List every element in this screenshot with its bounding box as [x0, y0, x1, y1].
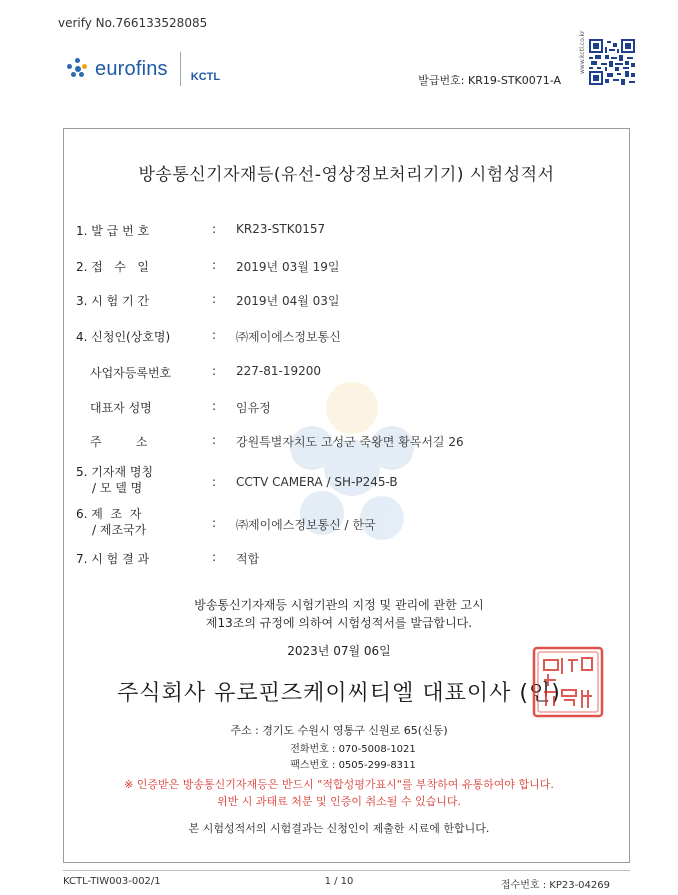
field-label: 대표자 성명: [90, 401, 152, 415]
field-colon: :: [212, 550, 217, 564]
field-value: ㈜제이에스정보통신 / 한국: [236, 518, 376, 532]
company-fax: 팩스번호 : 0505-299-8311: [290, 760, 416, 771]
field-label: 2. 접 수 일: [76, 260, 149, 274]
footer-divider: [63, 870, 630, 871]
field-value: 2019년 03월 19일: [236, 260, 340, 274]
company-address: 주소 : 경기도 수원시 영통구 신원로 65(신동): [230, 724, 448, 737]
field-value: 2019년 04월 03일: [236, 294, 340, 308]
notice-line-2: 제13조의 규정에 의하여 시험성적서를 발급합니다.: [205, 616, 473, 630]
field-label: 주 소: [90, 435, 148, 449]
footer-receipt-number: 접수번호 : KP23-04269: [500, 880, 610, 891]
field-value: ㈜제이에스정보통신: [236, 330, 341, 344]
field-value: 적합: [236, 552, 260, 566]
field-label: 7. 시 험 결 과: [76, 552, 150, 566]
field-label: 사업자등록번호: [90, 366, 172, 380]
company-phone: 전화번호 : 070-5008-1021: [290, 744, 416, 755]
qr-side-text: www.kctl.co.kr: [579, 30, 586, 75]
field-label: 5. 기자재 명칭: [76, 465, 154, 479]
field-colon: :: [212, 475, 217, 489]
field-value: 임유정: [236, 401, 271, 415]
issue-date: 2023년 07월 06일: [287, 644, 391, 658]
qr-code-icon: [589, 39, 635, 85]
field-colon: :: [212, 222, 217, 236]
field-colon: :: [212, 516, 217, 530]
field-label-secondary: / 제조국가: [92, 523, 147, 537]
company-signature: 주식회사 유로핀즈케이씨티엘 대표이사 (인): [117, 681, 561, 706]
logo-divider: [180, 52, 181, 86]
footer-page-number: 1 / 10: [324, 876, 354, 887]
warning-line-2: 위반 시 과태료 처분 및 인증이 취소될 수 있습니다.: [217, 795, 461, 808]
field-label: 4. 신청인(상호명): [76, 330, 171, 344]
field-value: 강원특별자치도 고성군 죽왕면 황목서길 26: [236, 435, 464, 449]
issue-number: 발급번호: KR19-STK0071-A: [418, 74, 561, 87]
qr-code[interactable]: [579, 19, 637, 86]
field-label: 3. 시 험 기 간: [76, 294, 150, 308]
footer-form-code: KCTL-TIW003-002/1: [63, 876, 161, 887]
company-seal-stamp: [532, 646, 604, 718]
verify-number: verify No.766133528085: [58, 16, 208, 30]
field-colon: :: [212, 433, 217, 447]
logo-sub: KCTL: [190, 71, 221, 83]
disclaimer: 본 시험성적서의 시험결과는 신청인이 제출한 시료에 한합니다.: [188, 822, 490, 835]
eurofins-dots-icon: [67, 58, 89, 80]
field-colon: :: [212, 258, 217, 272]
eurofins-logo: [67, 52, 220, 86]
field-value: 227-81-19200: [236, 364, 322, 378]
logo-text: eurofins: [95, 57, 168, 80]
document-title: 방송통신기자재등(유선-영상정보처리기기) 시험성적서: [138, 165, 555, 185]
field-colon: :: [212, 399, 217, 413]
warning-line-1: ※ 인증받은 방송통신기자재등은 반드시 "적합성평가표시"를 부착하여 유통하여야 합니다.: [124, 778, 554, 791]
field-value: KR23-STK0157: [236, 222, 326, 236]
field-label-secondary: / 모 델 명: [92, 481, 143, 495]
notice-line-1: 방송통신기자재등 시험기관의 지정 및 관리에 관한 고시: [194, 598, 484, 612]
field-colon: :: [212, 364, 217, 378]
field-colon: :: [212, 292, 217, 306]
field-value: CCTV CAMERA / SH-P245-B: [236, 475, 398, 489]
field-colon: :: [212, 328, 217, 342]
field-label: 1. 발 급 번 호: [76, 224, 150, 238]
field-label: 6. 제 조 자: [76, 507, 142, 521]
